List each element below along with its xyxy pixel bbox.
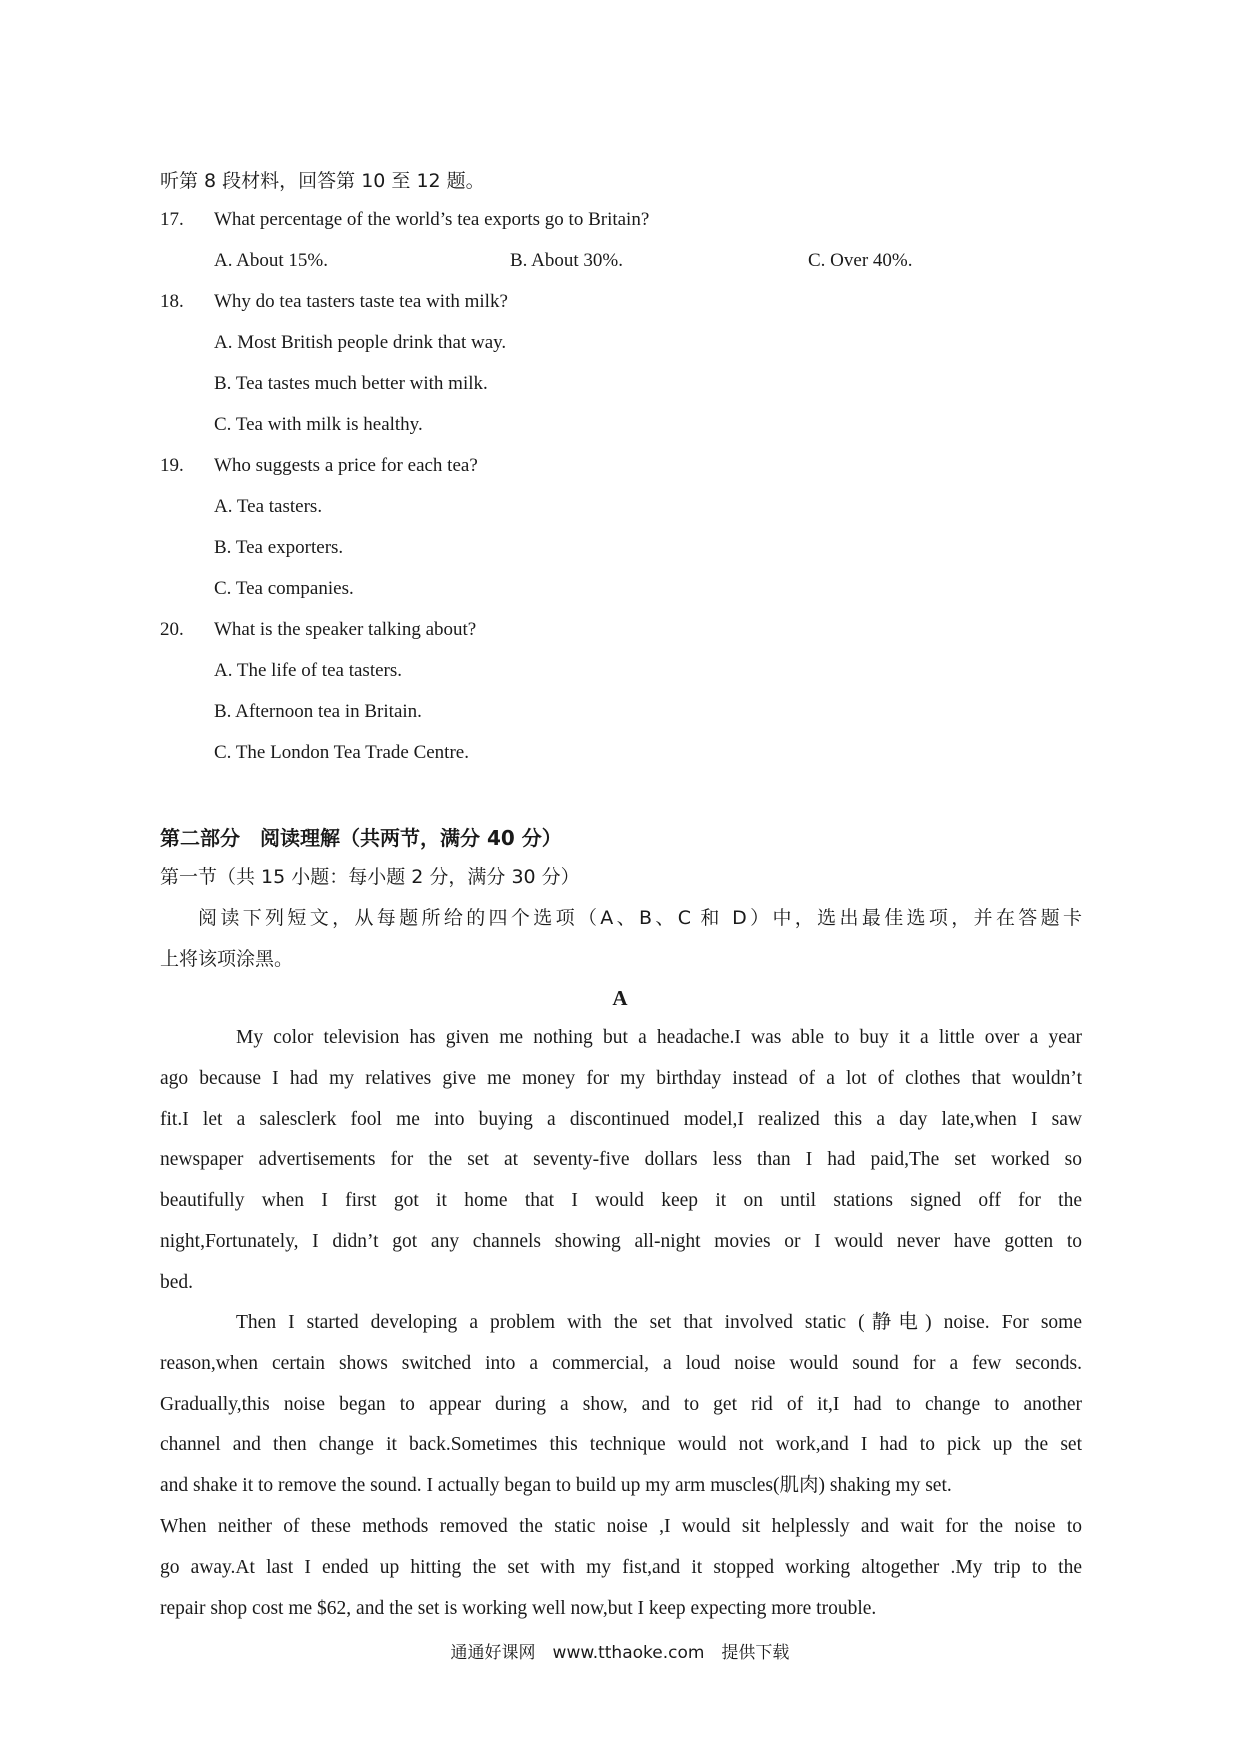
part-two-title: 第二部分 阅读理解（共两节，满分 40 分） <box>160 826 562 850</box>
question-text: Why do tea tasters taste tea with milk? <box>214 291 508 312</box>
option-c: C. Tea companies. <box>214 578 354 599</box>
option-b: B. Tea exporters. <box>214 537 344 558</box>
paragraph-line: newspaper advertisements for the set at seventy-five dollars less than I had paid,The set worked so <box>160 1149 1082 1171</box>
paragraph-line: Then I started developing a problem with the set that involved static (静电) noise. For some <box>236 1312 1082 1333</box>
paragraph-line: repair shop cost me $62, and the set is working well now,but I keep expecting more trouble. <box>160 1597 877 1619</box>
paragraph-line: beautifully when I first got it home that I would keep it on until stations signed off for the <box>160 1190 1082 1212</box>
paragraph-line: bed. <box>160 1271 194 1293</box>
paragraph-line: My color television has given me nothing but a headache.I was able to buy it a little over a year <box>236 1027 1082 1048</box>
question-number: 18. <box>160 291 184 312</box>
instructions-line-2: 上将该项涂黑。 <box>160 948 294 970</box>
option-c: C. Tea with milk is healthy. <box>214 414 423 435</box>
section-intro: 听第 8 段材料，回答第 10 至 12 题。 <box>160 170 485 192</box>
passage-paragraph-2 <box>160 1303 1082 1629</box>
question-number: 19. <box>160 455 184 476</box>
paragraph-line: When neither of these methods removed the static noise ,I would sit helplessly and wait for the noise to <box>160 1515 1082 1537</box>
paragraph-line: ago because I had my relatives give me money for my birthday instead of a lot of clothes that wouldn’t <box>160 1067 1082 1089</box>
instructions-line-1: 阅读下列短文，从每题所给的四个选项（A、B、C 和 D）中，选出最佳选项，并在答题卡 <box>198 907 1082 929</box>
section-one-title: 第一节（共 15 小题：每小题 2 分，满分 30 分） <box>160 866 580 888</box>
paragraph-line: night,Fortunately, I didn’t got any channels showing all-night movies or I would never have gotten to <box>160 1230 1082 1252</box>
option-a: A. About 15%. <box>214 250 328 271</box>
question-text: What is the speaker talking about? <box>214 619 477 640</box>
paragraph-line: and shake it to remove the sound. I actually began to build up my arm muscles(肌肉) shaking my set. <box>160 1475 952 1497</box>
option-c: C. Over 40%. <box>808 250 913 271</box>
question-text: What percentage of the world’s tea exports go to Britain? <box>214 209 650 230</box>
option-a: A. The life of tea tasters. <box>214 660 402 681</box>
option-b: B. Afternoon tea in Britain. <box>214 701 422 722</box>
paragraph-line: fit.I let a salesclerk fool me into buying a discontinued model,I realized this a day late,when I saw <box>160 1108 1082 1130</box>
passage-paragraph-1 <box>160 1018 1082 1304</box>
paragraph-line: channel and then change it back.Sometimes this technique would not work,and I had to pick up the set <box>160 1434 1082 1456</box>
option-c: C. The London Tea Trade Centre. <box>214 742 469 763</box>
paragraph-line: reason,when certain shows switched into a commercial, a loud noise would sound for a few seconds. <box>160 1352 1082 1374</box>
paragraph-line: Gradually,this noise began to appear during a show, and to get rid of it,I had to change to another <box>160 1393 1082 1415</box>
question-text: Who suggests a price for each tea? <box>214 455 478 476</box>
footer-source: 通通好课网 www.tthaoke.com 提供下载 <box>450 1643 790 1663</box>
paragraph-line: go away.At last I ended up hitting the set with my fist,and it stopped working altogether .My trip to the <box>160 1556 1082 1578</box>
question-number: 17. <box>160 209 184 230</box>
option-a: A. Most British people drink that way. <box>214 332 507 353</box>
option-b: B. About 30%. <box>510 250 623 271</box>
option-a: A. Tea tasters. <box>214 496 323 517</box>
passage-label: A <box>612 986 628 1010</box>
option-b: B. Tea tastes much better with milk. <box>214 373 488 394</box>
question-number: 20. <box>160 619 184 640</box>
